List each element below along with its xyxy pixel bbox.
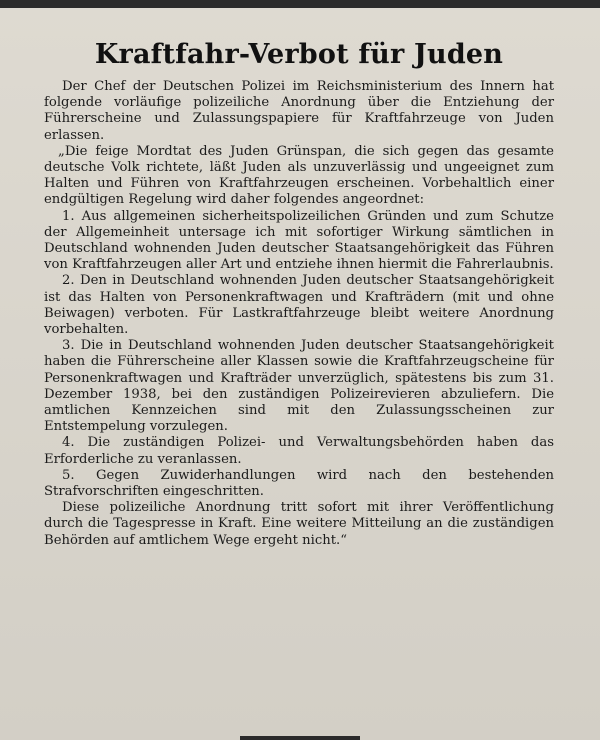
quote-intro-paragraph: „Die feige Mordtat des Juden Grünspan, die sich gegen das gesamte deutsche Volk richtete, läßt Juden als unzuverlässig und ungeeignet zum Halten und Führen von Kraftfahrzeugen erscheinen. Vorbehaltlich einer endgültigen Regelung wird daher folgendes angeordnet:: [44, 143, 554, 208]
headline: Kraftfahr-Verbot für Juden: [94, 39, 504, 70]
point-1-paragraph: 1. Aus allgemeinen sicherheitspolizeilichen Gründen und zum Schutze der Allgemeinheit untersage ich mit sofortiger Wirkung sämtlichen in Deutschland wohnenden Juden deutscher Staatsangehörigkeit das Führen von Kraftfahrzeugen aller Art und entziehe ihnen hiermit die Fahrerlaubnis.: [44, 208, 554, 273]
bottom-border-rule: [240, 736, 360, 740]
point-5-paragraph: 5. Gegen Zuwiderhandlungen wird nach den bestehenden Strafvorschriften eingeschritten.: [44, 467, 554, 500]
point-4-paragraph: 4. Die zuständigen Polizei- und Verwaltungsbehörden haben das Erforderliche zu veranlassen.: [44, 435, 554, 467]
point-2-paragraph: 2. Den in Deutschland wohnenden Juden deutscher Staatsangehörigkeit ist das Halten von Personenkraftwagen und Krafträdern (mit und ohne Beiwagen) verboten. Für Lastkraftfahrzeuge bleibt weitere Anordnung vorbehalten.: [44, 273, 554, 338]
point-3-paragraph: 3. Die in Deutschland wohnenden Juden deutscher Staatsangehörigkeit haben die Führerscheine aller Klassen sowie die Kraftfahrzeugscheine für Personenkraftwagen und Krafträder unverzüglich, spätestens bis zum 31. Dezember 1938, bei den zuständigen Polizeirevieren abzuliefern. Die amtlichen Kennzeichen sind mit den Zulassungsscheinen zur Entstempelung vorzulegen.: [44, 338, 554, 435]
intro-paragraph: Der Chef der Deutschen Polizei im Reichsministerium des Innern hat folgende vorläufige polizeiliche Anordnung über die Entziehung der Führerscheine und Zulassungspapiere für Kraftfahrzeuge von Juden erlassen.: [44, 79, 554, 143]
closing-paragraph: Diese polizeiliche Anordnung tritt sofort mit ihrer Veröffentlichung durch die Tagespresse in Kraft. Eine weitere Mitteilung an die zuständigen Behörden auf amtlichem Wege ergeht nicht.“: [44, 500, 554, 548]
top-border-rule: [0, 0, 600, 8]
